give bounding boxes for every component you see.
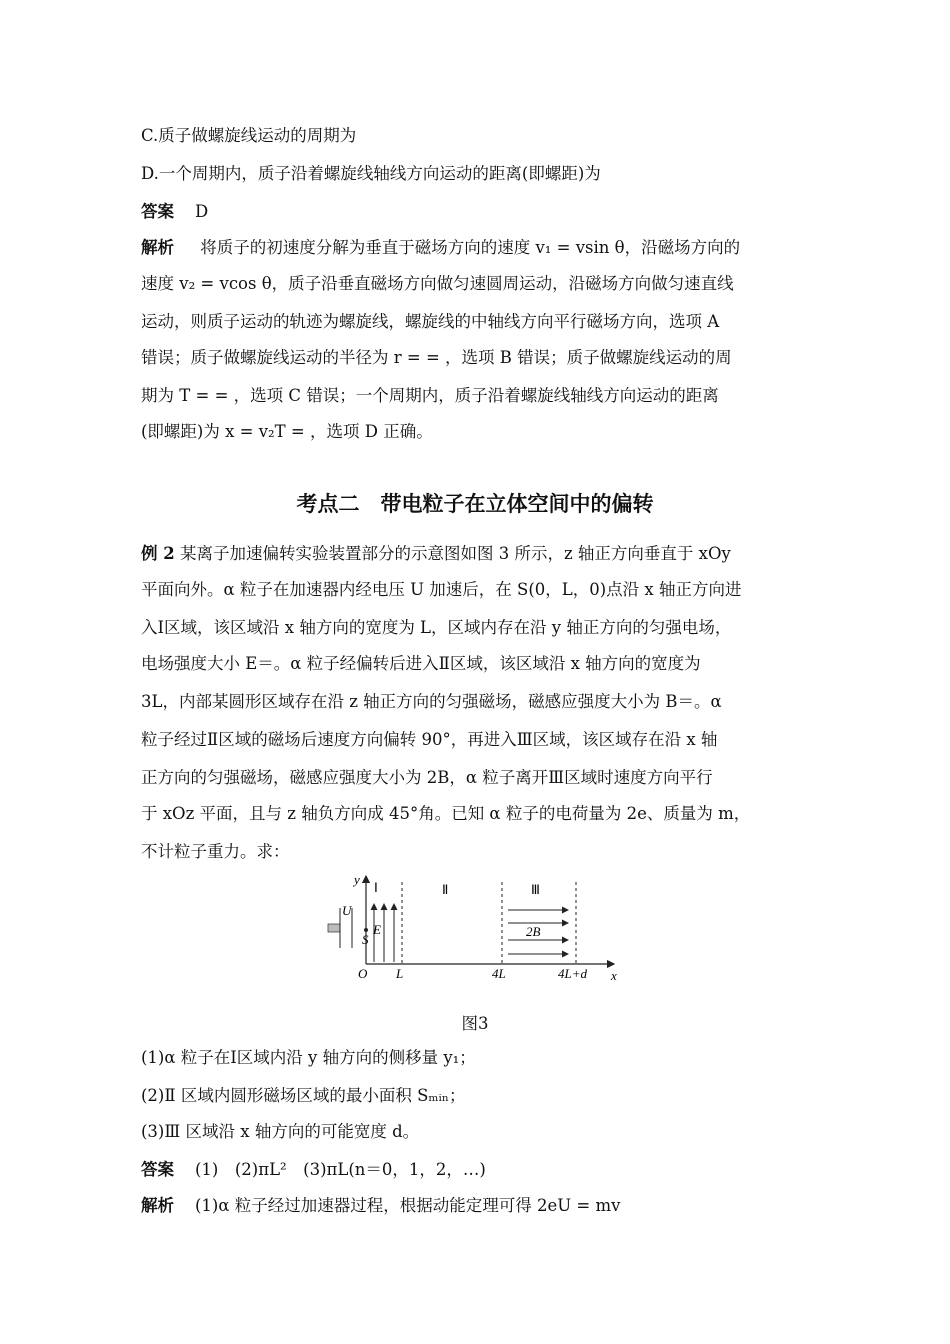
section-title: 考点二 带电粒子在立体空间中的偏转 <box>296 492 654 516</box>
answer-value: D <box>194 202 209 221</box>
y-axis-label: y <box>354 872 360 887</box>
option-d: D.一个周期内，质子沿着螺旋线轴线方向运动的距离(即螺距)为 <box>141 164 601 183</box>
analysis-line: (即螺距)为 x = v₂T = ，选项 D 正确。 <box>141 422 433 441</box>
analysis-line: 错误；质子做螺旋线运动的半径为 r = = ，选项 B 错误；质子做螺旋线运动的周 <box>141 348 732 367</box>
region-1-label: Ⅰ <box>374 880 378 895</box>
analysis-line: 速度 v₂ = vcos θ，质子沿垂直磁场方向做匀速圆周运动，沿磁场方向做匀速直线 <box>141 274 734 293</box>
accelerator-block <box>328 924 340 932</box>
voltage-label: U <box>342 903 352 918</box>
example-line: 平面向外。α 粒子在加速器内经电压 U 加速后，在 S(0，L，0)点沿 x 轴正方向进 <box>141 580 742 599</box>
answer-label: 答案 <box>141 202 174 221</box>
analysis-line: 解析 (1)α 粒子经过加速器过程，根据动能定理可得 2eU = mv <box>141 1196 621 1215</box>
point-s-label: S <box>362 932 369 947</box>
example-line: 3L，内部某圆形区域存在沿 z 轴正方向的匀强磁场，磁感应强度大小为 B＝。α <box>141 692 722 711</box>
answer-value: (1) (2)πL² (3)πL(n＝0，1，2，…) <box>194 1160 486 1179</box>
analysis-label: 解析 <box>141 238 174 257</box>
question-2: (2)Ⅱ 区域内圆形磁场区域的最小面积 Sₘᵢₙ； <box>141 1086 466 1105</box>
x-axis-label: x <box>611 968 617 983</box>
figure-caption: 图3 <box>461 1014 489 1033</box>
example-line: 不计粒子重力。求： <box>141 842 290 861</box>
origin-label: O <box>358 966 368 981</box>
field-2b-label: 2B <box>526 924 541 939</box>
example-line: 于 xOz 平面，且与 z 轴负方向成 45°角。已知 α 粒子的电荷量为 2e、质量为 m， <box>141 804 751 823</box>
answer-row-2 <box>141 1158 486 1182</box>
field-e-label: E <box>373 922 381 937</box>
example-label: 例 2 <box>141 544 175 563</box>
question-1: (1)α 粒子在Ⅰ区域内沿 y 轴方向的侧移量 y₁； <box>141 1048 476 1067</box>
analysis-label: 解析 <box>141 1196 174 1215</box>
analysis-line: 解析 将质子的初速度分解为垂直于磁场方向的速度 v₁ = vsin θ，沿磁场方向的 <box>141 238 741 257</box>
example-line: 入Ⅰ区域，该区域沿 x 轴方向的宽度为 L，区域内存在沿 y 轴正方向的匀强电场， <box>141 618 732 637</box>
region-3-label: Ⅲ <box>531 882 540 897</box>
example-line: 例 2 某离子加速偏转实验装置部分的示意图如图 3 所示，z 轴正方向垂直于 xOy <box>141 544 731 563</box>
region-2-label: Ⅱ <box>442 882 449 897</box>
figure-3-diagram <box>322 870 622 986</box>
analysis-line: 运动，则质子运动的轨迹为螺旋线，螺旋线的中轴线方向平行磁场方向，选项 A <box>141 312 720 331</box>
analysis-line: 期为 T = = ，选项 C 错误；一个周期内，质子沿着螺旋线轴线方向运动的距离 <box>141 386 719 405</box>
example-line: 粒子经过Ⅱ区域的磁场后速度方向偏转 90°，再进入Ⅲ区域，该区域存在沿 x 轴 <box>141 730 718 749</box>
answer-label: 答案 <box>141 1160 174 1179</box>
tick-4l-plus-d: 4L+d <box>558 966 588 981</box>
question-3: (3)Ⅲ 区域沿 x 轴方向的可能宽度 d。 <box>141 1122 420 1141</box>
tick-l: L <box>396 966 404 981</box>
example-line: 正方向的匀强磁场，磁感应强度大小为 2B，α 粒子离开Ⅲ区域时速度方向平行 <box>141 768 713 787</box>
answer-row-1 <box>141 200 208 224</box>
option-c: C.质子做螺旋线运动的周期为 <box>141 126 357 145</box>
example-line: 电场强度大小 E＝。α 粒子经偏转后进入Ⅱ区域，该区域沿 x 轴方向的宽度为 <box>141 654 701 673</box>
tick-4l: 4L <box>492 966 506 981</box>
